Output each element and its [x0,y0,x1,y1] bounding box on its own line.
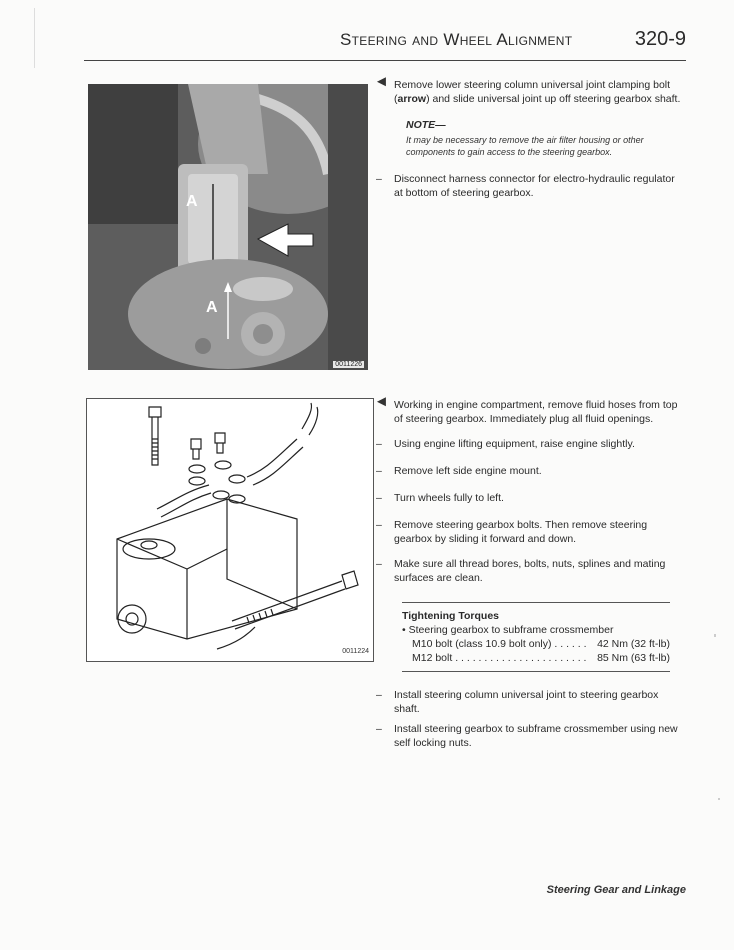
step-remove-gearbox [376,518,686,546]
page-footer: Steering Gear and Linkage [546,884,686,896]
steps-bottom [376,688,686,750]
photo-universal-joint [88,84,368,370]
step-text: Turn wheels fully to left. [394,492,504,504]
torque-value: 85 Nm (63 ft-lb) [597,652,670,664]
step-text: Remove lower steering column universal joint clamping bolt ( [394,79,671,105]
step-text: Working in engine compartment, remove fluid hoses from top of steering gearbox. Immediately plug all fluid openings. [394,399,678,425]
photo-illustration [88,84,368,370]
photo-label-a-lower: A [206,299,218,316]
torque-row [402,651,670,665]
page-header [340,28,686,51]
note-text: It may be necessary to remove the air filter housing or other components to gain access to the steering gearbox. [406,135,644,157]
steps-mid [374,393,686,585]
step-text: Install steering column universal joint to steering gearbox shaft. [394,689,659,715]
torque-label: M10 bolt (class 10.9 bolt only) . . . . . . [412,638,587,650]
step-text: Install steering gearbox to subframe crossmember using new self locking nuts. [394,723,678,749]
dash-marker: – [376,689,382,701]
step-raise-engine [376,437,686,451]
step-text: ) and slide universal joint up off steering gearbox shaft. [426,93,681,105]
page-number: 320-9 [634,28,686,50]
dash-marker: – [376,438,382,450]
dash-marker: – [376,173,382,185]
header-rule [84,60,686,61]
step-turn-wheels [376,491,686,505]
step-install-universal-joint [376,688,686,716]
scan-speck [714,634,716,637]
step-remove-hoses [374,393,686,426]
step-disconnect-harness [376,172,686,200]
step-text-bold: arrow [397,93,427,105]
section-title: Steering and Wheel Alignment [340,30,573,49]
torques-item: • Steering gearbox to subframe crossmember [402,624,614,636]
step-text: Using engine lifting equipment, raise engine slightly. [394,438,635,450]
diagram-figure-id: 0011224 [342,648,369,655]
dash-marker: – [376,519,382,531]
torque-row [402,637,670,651]
diagram-steering-gearbox [86,398,374,662]
dash-marker: – [376,492,382,504]
step-text: Disconnect harness connector for electro-hydraulic regulator at bottom of steering gearbox. [394,173,675,199]
torque-value: 42 Nm (32 ft-lb) [597,638,670,650]
dash-marker: – [376,723,382,735]
step-install-gearbox [376,722,686,750]
scan-speck [718,798,720,800]
step-text: Make sure all thread bores, bolts, nuts, splines and mating surfaces are clean. [394,558,666,584]
arrow-marker-icon: ◄ [374,393,389,410]
step-remove-engine-mount [376,464,686,478]
torque-label: M12 bolt . . . . . . . . . . . . . . . . . . . . . . . [412,652,587,664]
steps-top [374,73,686,200]
arrow-marker-icon: ◄ [374,73,389,90]
scan-edge-line [34,8,35,68]
torques-title: Tightening Torques [402,610,500,622]
diagram-illustration [87,399,373,661]
dash-marker: – [376,558,382,570]
photo-figure-id: 0011226 [335,361,362,368]
tightening-torques-box [402,602,670,672]
step-text: Remove steering gearbox bolts. Then remove steering gearbox by sliding it forward and down. [394,519,648,545]
dash-marker: – [376,465,382,477]
step-clean-surfaces [376,557,686,585]
photo-label-a-upper: A [186,193,198,210]
step-remove-clamping-bolt [374,73,686,106]
step-text: Remove left side engine mount. [394,465,542,477]
note-heading: NOTE— [406,119,446,131]
